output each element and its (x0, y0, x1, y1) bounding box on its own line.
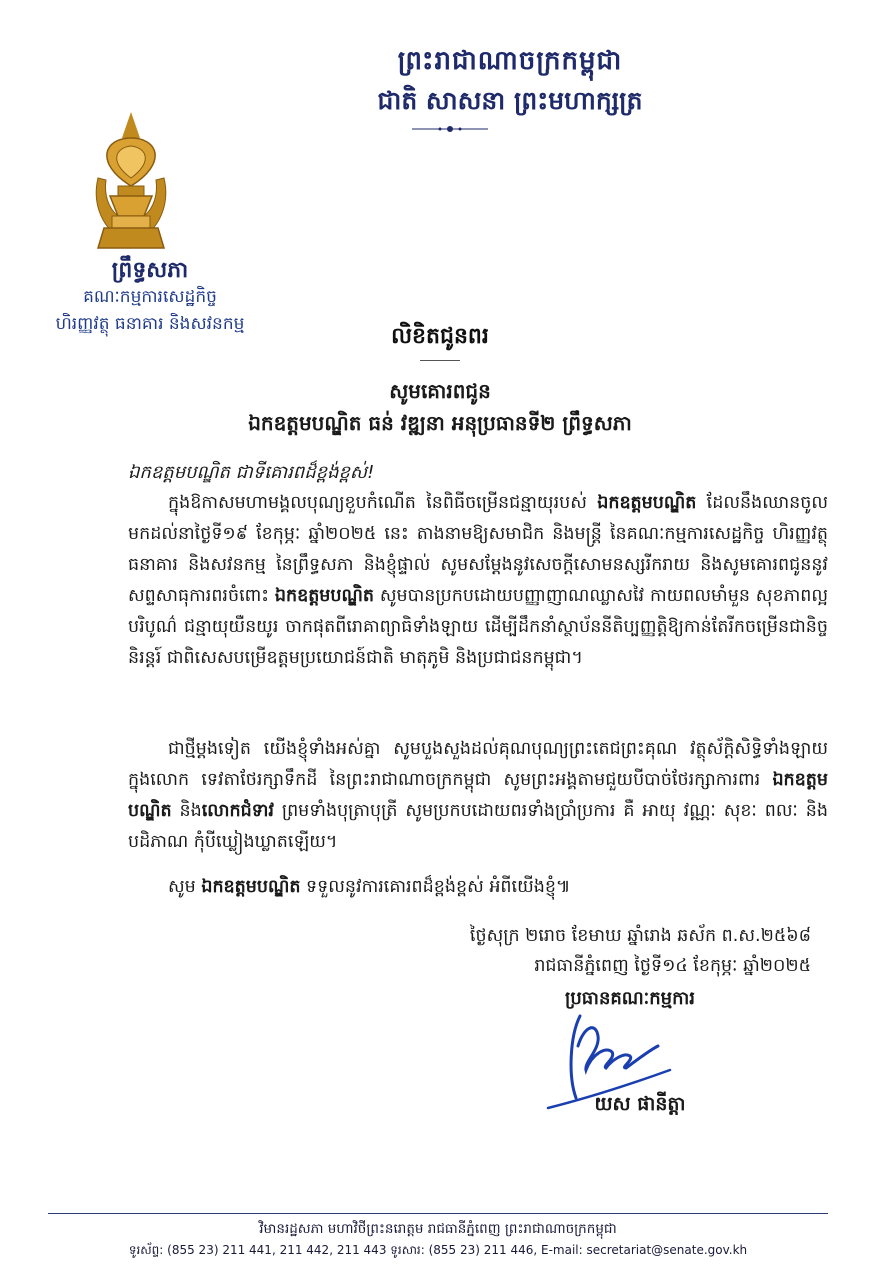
institution-name: ព្រឹទ្ធសភា (111, 258, 189, 283)
kingdom-heading: ព្រះរាជាណាចក្រកម្ពុជា (397, 46, 623, 76)
paragraph-2 (128, 734, 828, 858)
lunar-date: ថ្ងៃសុក្រ ២រោច ខែមាឃ ឆ្នាំរោង ឆស័ក ព.ស.២៥៦៨ (469, 926, 811, 946)
p1-text-c: ដែលនឹងឈានចូលមកដល់នាថ្ងៃទី១៩ ខែកុម្ភៈ ឆ្នាំ២០២៥ នេះ តាងនាមឱ្យសមាជិក និងមន្ត្រី នៃគណៈកម្មការសេដ្ឋកិច្ច ហិរញ្ញវត្ថុ ធនាគារ និងសវនកម្ម នៃព្រឹទ្ធសភា និងខ្ញុំផ្ទាល់ សូមសម្តែងនូវសេចក្តីសោមនស្សរីករាយ និងសូមគោរពជូននូវសព្ទសាធុការពរចំពោះ (128, 493, 828, 606)
footer-contact: ទូរស័ព្ទ: (855 23) 211 441, 211 442, 211 443 ទូរសារ: (855 23) 211 446, E-mail: secretariat@senate.gov.kh (128, 1243, 748, 1257)
commission-name-line1: គណៈកម្មការសេដ្ឋកិច្ច (83, 287, 217, 307)
p1-bold-title-1: ឯកឧត្តមបណ្ឌិត (597, 493, 697, 513)
p2-text-a: ជាថ្មីម្តងទៀត យើងខ្ញុំទាំងអស់គ្នា សូមបួងសួងដល់គុណបុណ្យព្រះតេជព្រះគុណ វត្ថុស័ក្តិសិទ្ធិទាំងឡាយក្នុងលោក ទេវតាថែរក្សាទឹកដី នៃព្រះរាជាណាចក្រកម្ពុជា សូមព្រះអង្គតាមជួយបីបាច់ថែរក្សាការពារ (128, 739, 828, 790)
paragraph-3 (128, 872, 828, 903)
signatory-name: យស ផានីត្តា (594, 1093, 686, 1115)
senate-emblem-icon (88, 108, 174, 258)
p3-text-c: ទទួលនូវការគោរពដ៏ខ្ពង់ខ្ពស់ អំពីយើងខ្ញុំ៕ (300, 877, 571, 897)
p1-text-e: សូមបានប្រកបដោយបញ្ញាញាណឈ្លាសវៃ កាយពលមាំមួន សុខភាពល្អបរិបូណ៌ ជន្មាយុយឺនយូរ ចាកផុតពីរោគាព្យាធិទាំងឡាយ ដើម្បីដឹកនាំស្ថាប័ននីតិប្បញ្ញត្តិឱ្យកាន់តែរីកចម្រើនជានិច្ចនិរន្តរ៍ ជាពិសេសបម្រើឧត្តមប្រយោជន៍ជាតិ មាតុភូមិ និងប្រជាជនកម្ពុជា។ (128, 586, 829, 668)
paragraph-1 (128, 488, 828, 674)
solar-date: រាជធានីភ្នំពេញ ថ្ងៃទី១៤ ខែកុម្ភៈ ឆ្នាំ២០២៥ (534, 956, 811, 976)
national-motto: ជាតិ សាសនា ព្រះមហាក្សត្រ (377, 86, 643, 115)
p3-bold-title: ឯកឧត្តមបណ្ឌិត (201, 877, 301, 897)
salutation: ឯកឧត្តមបណ្ឌិត ជាទីគោរពដ៏ខ្ពង់ខ្ពស់! (128, 462, 375, 483)
document-title: លិខិតជូនពរ (391, 324, 489, 349)
p1-text-a: ក្នុងឱកាសមហាមង្គលបុណ្យខួបកំណើត នៃពិធីចម្រើនជន្មាយុរបស់ (168, 493, 598, 513)
title-underline (420, 360, 460, 361)
p1-bold-title-2: ឯកឧត្តមបណ្ឌិត (274, 586, 374, 606)
signatory-title: ប្រធានគណៈកម្មការ (565, 988, 695, 1009)
ornament-divider-icon (410, 124, 490, 134)
footer-divider (48, 1213, 828, 1214)
footer-address: វិមានរដ្ឋសភា មហាវិថីព្រះនរោត្តម រាជធានីភ្នំពេញ ព្រះរាជាណាចក្រកម្ពុជា (259, 1221, 617, 1237)
recipient-line: ឯកឧត្តមបណ្ឌិត ធន់ វឌ្ឍនា អនុប្រធានទី២ ព្រឹទ្ធសភា (248, 411, 632, 435)
p3-text-a: សូម (168, 877, 202, 897)
p2-bold-title: ឯកឧត្តមបណ្ឌិត (128, 770, 828, 821)
p2-text-c: និង (171, 801, 202, 821)
commission-name-line2: ហិរញ្ញវត្ថុ ធនាគារ និងសវនកម្ម (55, 314, 245, 334)
respect-line: សូមគោរពជូន (389, 379, 491, 403)
p2-bold-spouse: លោកជំទាវ (201, 801, 274, 821)
p2-text-e: ព្រមទាំងបុត្រាបុត្រី សូមប្រកបដោយពរទាំងប្រាំប្រការ គឺ អាយុ វណ្ណៈ សុខៈ ពលៈ និងបដិភាណ កុំបីឃ្លៀងឃ្លាតឡើយ។ (128, 801, 829, 852)
